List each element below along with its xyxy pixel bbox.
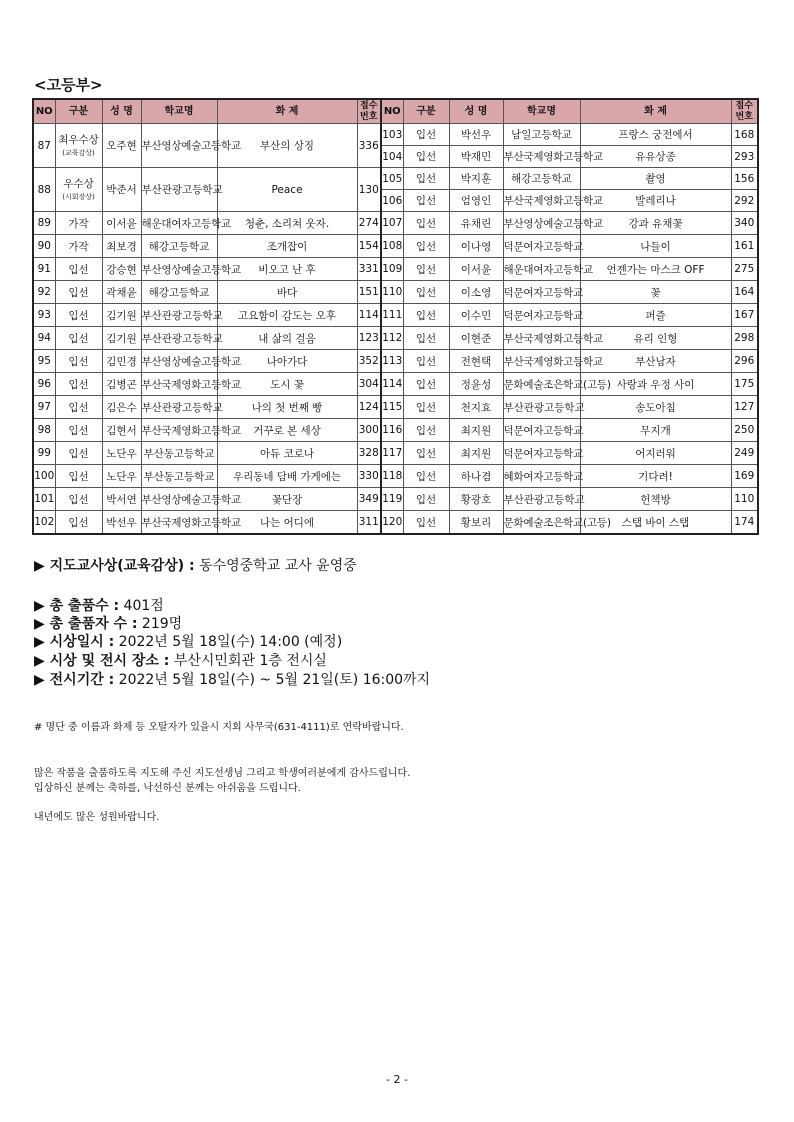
cell-category: 입선 bbox=[403, 373, 449, 396]
cell-name: 황보리 bbox=[449, 511, 503, 535]
cell-category: 입선 bbox=[55, 419, 102, 442]
cell-category: 입선 bbox=[55, 350, 102, 373]
cell-school: 부산동고등학교 bbox=[141, 442, 217, 465]
cell-topic: 유리 인형 bbox=[580, 327, 731, 350]
cell-no: 103 bbox=[381, 124, 403, 146]
cell-name: 박선우 bbox=[102, 511, 141, 535]
cell-receipt: 175 bbox=[731, 373, 758, 396]
cell-topic: 송도아침 bbox=[580, 396, 731, 419]
cell-receipt: 124 bbox=[357, 396, 381, 419]
cell-school: 해강고등학교 bbox=[141, 281, 217, 304]
cell-no: 101 bbox=[33, 488, 55, 511]
cell-name: 이수민 bbox=[449, 304, 503, 327]
cell-school: 덕문여자고등학교 bbox=[503, 281, 580, 304]
cell-topic: 유유상종 bbox=[580, 146, 731, 168]
cell-topic: 발레리나 bbox=[580, 190, 731, 212]
cell-receipt: 330 bbox=[357, 465, 381, 488]
cell-receipt: 114 bbox=[357, 304, 381, 327]
cell-receipt: 349 bbox=[357, 488, 381, 511]
table-row bbox=[33, 419, 758, 442]
cell-receipt: 293 bbox=[731, 146, 758, 168]
cell-name: 박준서 bbox=[102, 168, 141, 212]
cell-topic: Peace bbox=[217, 168, 357, 212]
table-row bbox=[33, 465, 758, 488]
table-row bbox=[33, 304, 758, 327]
table-body bbox=[33, 124, 758, 535]
cell-receipt: 168 bbox=[731, 124, 758, 146]
cell-school: 부산국제영화고등학교 bbox=[503, 190, 580, 212]
cell-name: 유채린 bbox=[449, 212, 503, 235]
cell-school: 부산동고등학교 bbox=[141, 465, 217, 488]
cell-topic: 조개잡이 bbox=[217, 235, 357, 258]
table-row bbox=[33, 212, 758, 235]
cell-school: 부산국제영화고등학교 bbox=[141, 419, 217, 442]
table-row bbox=[33, 488, 758, 511]
header-receipt-right: 접수번호 bbox=[731, 99, 758, 124]
cell-name: 이서윤 bbox=[449, 258, 503, 281]
cell-topic: 기다려! bbox=[580, 465, 731, 488]
cell-receipt: 169 bbox=[731, 465, 758, 488]
cell-receipt: 130 bbox=[357, 168, 381, 212]
cell-topic: 프랑스 궁전에서 bbox=[580, 124, 731, 146]
cell-receipt: 336 bbox=[357, 124, 381, 168]
cell-name: 엄영인 bbox=[449, 190, 503, 212]
cell-no: 92 bbox=[33, 281, 55, 304]
cell-name: 최지원 bbox=[449, 442, 503, 465]
cell-category: 입선 bbox=[403, 258, 449, 281]
cell-no: 88 bbox=[33, 168, 55, 212]
cell-topic: 부산남자 bbox=[580, 350, 731, 373]
cell-no: 105 bbox=[381, 168, 403, 190]
table-row bbox=[33, 511, 758, 535]
cell-receipt: 161 bbox=[731, 235, 758, 258]
cell-topic: 헌책방 bbox=[580, 488, 731, 511]
cell-receipt: 123 bbox=[357, 327, 381, 350]
cell-no: 118 bbox=[381, 465, 403, 488]
table-row bbox=[33, 258, 758, 281]
cell-topic: 강과 유채꽃 bbox=[580, 212, 731, 235]
cell-category: 입선 bbox=[55, 304, 102, 327]
cell-no: 94 bbox=[33, 327, 55, 350]
cell-category: 입선 bbox=[55, 442, 102, 465]
cell-receipt: 249 bbox=[731, 442, 758, 465]
cell-name: 이서윤 bbox=[102, 212, 141, 235]
cell-category: 입선 bbox=[403, 419, 449, 442]
cell-school: 부산영상예술고등학교 bbox=[503, 212, 580, 235]
cell-no: 114 bbox=[381, 373, 403, 396]
summary-label: ▶ 총 출품수 : bbox=[34, 598, 120, 614]
cell-topic: 고요함이 감도는 오후 bbox=[217, 304, 357, 327]
table-row bbox=[33, 124, 758, 146]
cell-no: 95 bbox=[33, 350, 55, 373]
cell-no: 90 bbox=[33, 235, 55, 258]
cell-name: 하나겸 bbox=[449, 465, 503, 488]
cell-receipt: 250 bbox=[731, 419, 758, 442]
cell-receipt: 167 bbox=[731, 304, 758, 327]
summary-value: 2022년 5월 18일(수) 14:00 (예정) bbox=[114, 634, 343, 650]
page-number: - 2 - bbox=[386, 1073, 408, 1086]
cell-name: 황광호 bbox=[449, 488, 503, 511]
cell-school: 부산국제영화고등학교 bbox=[503, 327, 580, 350]
summary-line-exhibition-period bbox=[34, 671, 430, 689]
cell-receipt: 275 bbox=[731, 258, 758, 281]
cell-category: 입선 bbox=[403, 235, 449, 258]
cell-category: 입선 bbox=[403, 281, 449, 304]
cell-category: 입선 bbox=[403, 327, 449, 350]
cell-school: 덕문여자고등학교 bbox=[503, 419, 580, 442]
thanks-line-1: 많은 작품을 출품하도록 지도해 주신 지도선생님 그리고 학생여러분에게 감사드립니다. bbox=[34, 768, 411, 779]
cell-category bbox=[55, 168, 102, 212]
cell-school: 부산관광고등학교 bbox=[503, 396, 580, 419]
cell-category: 입선 bbox=[55, 258, 102, 281]
summary-label: ▶ 총 출품자 수 : bbox=[34, 616, 138, 632]
cell-category: 입선 bbox=[403, 511, 449, 535]
cell-category: 입선 bbox=[403, 350, 449, 373]
cell-receipt: 300 bbox=[357, 419, 381, 442]
cell-category: 입선 bbox=[55, 511, 102, 535]
cell-no: 106 bbox=[381, 190, 403, 212]
header-school: 학교명 bbox=[141, 99, 217, 124]
cell-category: 가작 bbox=[55, 212, 102, 235]
table-row bbox=[33, 350, 758, 373]
cell-receipt: 151 bbox=[357, 281, 381, 304]
cell-category: 입선 bbox=[403, 396, 449, 419]
cell-name: 곽채윤 bbox=[102, 281, 141, 304]
cell-topic: 사랑과 우정 사이 bbox=[580, 373, 731, 396]
cell-name: 이소영 bbox=[449, 281, 503, 304]
cell-name: 김기원 bbox=[102, 304, 141, 327]
award-sub: (교육감상) bbox=[62, 148, 95, 157]
award-main: 최우수상 bbox=[58, 133, 99, 146]
thanks-line-2: 입상하신 분께는 축하를, 낙선하신 분께는 아쉬움을 드립니다. bbox=[34, 783, 301, 794]
cell-school: 부산국제영화고등학교 bbox=[503, 146, 580, 168]
cell-category: 입선 bbox=[55, 488, 102, 511]
cell-no: 104 bbox=[381, 146, 403, 168]
cell-receipt: 110 bbox=[731, 488, 758, 511]
table-row bbox=[33, 235, 758, 258]
cell-name: 최지원 bbox=[449, 419, 503, 442]
summary-label: ▶ 시상 및 전시 장소 : bbox=[34, 653, 170, 669]
cell-no: 98 bbox=[33, 419, 55, 442]
cell-receipt: 156 bbox=[731, 168, 758, 190]
header-category: 구분 bbox=[55, 99, 102, 124]
cell-name: 오주현 bbox=[102, 124, 141, 168]
cell-no: 111 bbox=[381, 304, 403, 327]
cell-school: 부산국제영화고등학교 bbox=[503, 350, 580, 373]
cell-school: 부산국제영화고등학교 bbox=[141, 511, 217, 535]
cell-no: 109 bbox=[381, 258, 403, 281]
cell-school: 부산관광고등학교 bbox=[503, 488, 580, 511]
cell-category bbox=[55, 124, 102, 168]
cell-receipt: 296 bbox=[731, 350, 758, 373]
cell-category: 입선 bbox=[403, 465, 449, 488]
cell-no: 115 bbox=[381, 396, 403, 419]
cell-school: 남일고등학교 bbox=[503, 124, 580, 146]
summary-line-venue bbox=[34, 652, 327, 670]
cell-no: 108 bbox=[381, 235, 403, 258]
cell-category: 입선 bbox=[55, 281, 102, 304]
cell-no: 89 bbox=[33, 212, 55, 235]
cell-category: 입선 bbox=[403, 442, 449, 465]
cell-category: 입선 bbox=[403, 124, 449, 146]
cell-no: 113 bbox=[381, 350, 403, 373]
cell-name: 김민경 bbox=[102, 350, 141, 373]
cell-name: 노단우 bbox=[102, 465, 141, 488]
cell-name: 천지효 bbox=[449, 396, 503, 419]
cell-topic: 부산의 상징 bbox=[217, 124, 357, 168]
table-row bbox=[33, 281, 758, 304]
cell-no: 110 bbox=[381, 281, 403, 304]
cell-school: 부산영상예술고등학교 bbox=[141, 258, 217, 281]
cell-school: 부산영상예술고등학교 bbox=[141, 350, 217, 373]
cell-name: 이나영 bbox=[449, 235, 503, 258]
table-row bbox=[33, 327, 758, 350]
cell-topic: 도시 꽃 bbox=[217, 373, 357, 396]
cell-school: 부산관광고등학교 bbox=[141, 304, 217, 327]
teacher-award-line bbox=[34, 557, 357, 575]
cell-school: 해강고등학교 bbox=[503, 168, 580, 190]
cell-school: 덕문여자고등학교 bbox=[503, 235, 580, 258]
summary-value: 219명 bbox=[137, 616, 183, 632]
cell-category: 입선 bbox=[55, 465, 102, 488]
cell-name: 김은수 bbox=[102, 396, 141, 419]
cell-topic: 나의 첫 번째 빵 bbox=[217, 396, 357, 419]
cell-topic: 무지개 bbox=[580, 419, 731, 442]
summary-value: 2022년 5월 18일(수) ~ 5월 21일(토) 16:00까지 bbox=[114, 672, 431, 688]
cell-topic: 내 삶의 걸음 bbox=[217, 327, 357, 350]
cell-school: 부산국제영화고등학교 bbox=[141, 373, 217, 396]
summary-label: ▶ 시상일시 : bbox=[34, 634, 115, 650]
table-header-row bbox=[33, 99, 758, 124]
cell-topic: 아듀 코로나 bbox=[217, 442, 357, 465]
summary-value: 부산시민회관 1층 전시실 bbox=[169, 653, 327, 669]
cell-receipt: 298 bbox=[731, 327, 758, 350]
cell-receipt: 127 bbox=[731, 396, 758, 419]
cell-topic: 어지러워 bbox=[580, 442, 731, 465]
header-topic-right: 화 제 bbox=[580, 99, 731, 124]
cell-topic: 촬영 bbox=[580, 168, 731, 190]
cell-category: 입선 bbox=[403, 488, 449, 511]
table-row bbox=[33, 442, 758, 465]
cell-topic: 언젠가는 마스크 OFF bbox=[580, 258, 731, 281]
cell-topic: 나아가다 bbox=[217, 350, 357, 373]
cell-name: 김병곤 bbox=[102, 373, 141, 396]
cell-school: 덕문여자고등학교 bbox=[503, 304, 580, 327]
table-row bbox=[33, 373, 758, 396]
cell-name: 박재민 bbox=[449, 146, 503, 168]
closing-note: 내년에도 많은 성원바랍니다. bbox=[34, 812, 160, 823]
cell-category: 입선 bbox=[55, 327, 102, 350]
summary-value: 401점 bbox=[119, 598, 164, 614]
header-topic: 화 제 bbox=[217, 99, 357, 124]
cell-receipt: 292 bbox=[731, 190, 758, 212]
header-name: 성 명 bbox=[102, 99, 141, 124]
cell-no: 119 bbox=[381, 488, 403, 511]
cell-receipt: 164 bbox=[731, 281, 758, 304]
cell-topic: 나들이 bbox=[580, 235, 731, 258]
cell-name: 김기원 bbox=[102, 327, 141, 350]
cell-receipt: 274 bbox=[357, 212, 381, 235]
cell-name: 박서연 bbox=[102, 488, 141, 511]
cell-school: 문화예술조은학교(고등) bbox=[503, 373, 580, 396]
summary-line-total-entrants bbox=[34, 615, 182, 633]
section-title: <고등부> bbox=[34, 76, 103, 94]
cell-name: 박선우 bbox=[449, 124, 503, 146]
cell-no: 97 bbox=[33, 396, 55, 419]
header-school-right: 학교명 bbox=[503, 99, 580, 124]
cell-topic: 청춘, 소리쳐 웃자. bbox=[217, 212, 357, 235]
cell-name: 정윤성 bbox=[449, 373, 503, 396]
teacher-award-value: 동수영중학교 교사 윤영중 bbox=[194, 558, 357, 574]
cell-school: 해운대여자고등학교 bbox=[141, 212, 217, 235]
header-category-right: 구분 bbox=[403, 99, 449, 124]
award-main: 우수상 bbox=[63, 177, 94, 190]
cell-category: 입선 bbox=[403, 190, 449, 212]
cell-no: 91 bbox=[33, 258, 55, 281]
summary-line-ceremony-date bbox=[34, 633, 342, 651]
correction-note: # 명단 중 이름과 화제 등 오탈자가 있을시 지회 사무국(631-4111)로 연락바랍니다. bbox=[34, 722, 404, 733]
cell-school: 부산영상예술고등학교 bbox=[141, 488, 217, 511]
cell-receipt: 328 bbox=[357, 442, 381, 465]
cell-category: 입선 bbox=[403, 168, 449, 190]
cell-category: 입선 bbox=[403, 304, 449, 327]
cell-receipt: 304 bbox=[357, 373, 381, 396]
cell-topic: 나는 어디에 bbox=[217, 511, 357, 535]
cell-topic: 스탭 바이 스탭 bbox=[580, 511, 731, 535]
cell-name: 이현준 bbox=[449, 327, 503, 350]
cell-category: 입선 bbox=[403, 146, 449, 168]
award-table bbox=[32, 98, 759, 535]
cell-no: 120 bbox=[381, 511, 403, 535]
cell-category: 입선 bbox=[403, 212, 449, 235]
cell-receipt: 154 bbox=[357, 235, 381, 258]
cell-topic: 거꾸로 본 세상 bbox=[217, 419, 357, 442]
cell-no: 112 bbox=[381, 327, 403, 350]
cell-school: 부산관광고등학교 bbox=[141, 327, 217, 350]
cell-school: 덕문여자고등학교 bbox=[503, 442, 580, 465]
table-row bbox=[33, 168, 758, 190]
cell-name: 최보경 bbox=[102, 235, 141, 258]
cell-no: 107 bbox=[381, 212, 403, 235]
cell-no: 96 bbox=[33, 373, 55, 396]
header-name-right: 성 명 bbox=[449, 99, 503, 124]
cell-receipt: 340 bbox=[731, 212, 758, 235]
cell-no: 99 bbox=[33, 442, 55, 465]
cell-topic: 꽃단장 bbox=[217, 488, 357, 511]
cell-school: 혜화여자고등학교 bbox=[503, 465, 580, 488]
award-sub: (시회장상) bbox=[62, 192, 95, 201]
teacher-award-label: ▶ 지도교사상(교육감상) : bbox=[34, 558, 195, 574]
cell-school: 부산영상예술고등학교 bbox=[141, 124, 217, 168]
cell-school: 부산관광고등학교 bbox=[141, 168, 217, 212]
table-row bbox=[33, 396, 758, 419]
cell-no: 117 bbox=[381, 442, 403, 465]
cell-category: 입선 bbox=[55, 373, 102, 396]
cell-receipt: 331 bbox=[357, 258, 381, 281]
cell-name: 김현서 bbox=[102, 419, 141, 442]
cell-school: 부산관광고등학교 bbox=[141, 396, 217, 419]
cell-no: 93 bbox=[33, 304, 55, 327]
summary-label: ▶ 전시기간 : bbox=[34, 672, 115, 688]
cell-category: 가작 bbox=[55, 235, 102, 258]
cell-school: 해강고등학교 bbox=[141, 235, 217, 258]
cell-topic: 바다 bbox=[217, 281, 357, 304]
cell-no: 87 bbox=[33, 124, 55, 168]
cell-name: 전현택 bbox=[449, 350, 503, 373]
header-no-right: NO bbox=[381, 99, 403, 124]
header-receipt: 접수번호 bbox=[357, 99, 381, 124]
cell-receipt: 352 bbox=[357, 350, 381, 373]
cell-name: 박지훈 bbox=[449, 168, 503, 190]
summary-line-total-works bbox=[34, 597, 164, 615]
cell-no: 100 bbox=[33, 465, 55, 488]
header-no: NO bbox=[33, 99, 55, 124]
cell-no: 102 bbox=[33, 511, 55, 535]
cell-topic: 비오고 난 후 bbox=[217, 258, 357, 281]
cell-school: 해운대여자고등학교 bbox=[503, 258, 580, 281]
cell-name: 노단우 bbox=[102, 442, 141, 465]
cell-category: 입선 bbox=[55, 396, 102, 419]
cell-no: 116 bbox=[381, 419, 403, 442]
cell-topic: 꽃 bbox=[580, 281, 731, 304]
cell-receipt: 311 bbox=[357, 511, 381, 535]
cell-school: 문화예술조은학교(고등) bbox=[503, 511, 580, 535]
cell-topic: 우리동네 담배 가게에는 bbox=[217, 465, 357, 488]
cell-receipt: 174 bbox=[731, 511, 758, 535]
cell-name: 강승현 bbox=[102, 258, 141, 281]
cell-topic: 퍼즐 bbox=[580, 304, 731, 327]
